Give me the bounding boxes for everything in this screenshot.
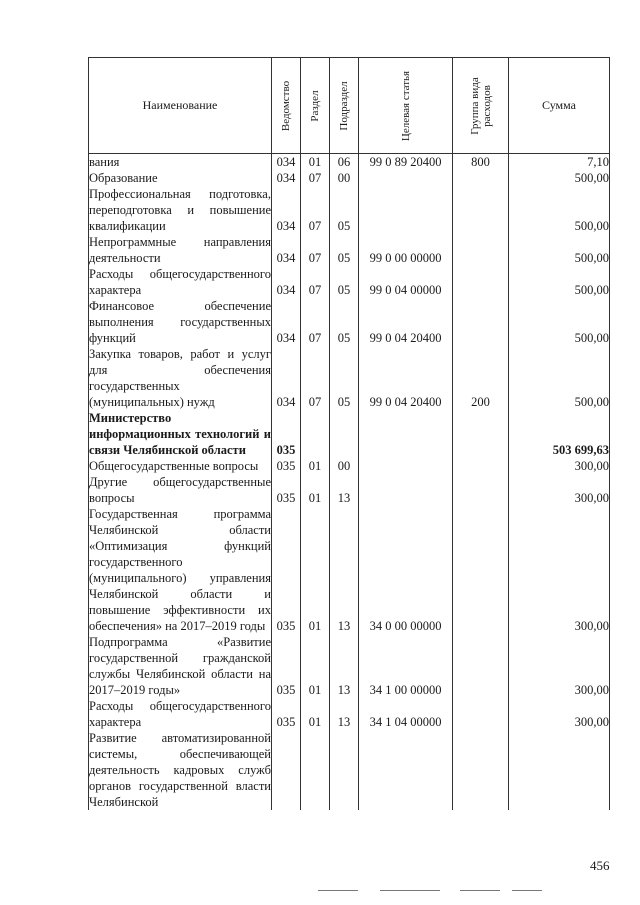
row-name: Закупка товаров, работ и услуг для обеспечения государственных (муниципальных) нужд xyxy=(89,347,271,409)
row-subsection: 05 xyxy=(330,234,359,266)
row-department: 034 xyxy=(272,266,301,298)
row-target-article xyxy=(359,730,453,810)
row-target-article xyxy=(359,458,453,474)
table-row xyxy=(89,266,610,298)
row-section: 01 xyxy=(301,634,330,698)
table-row xyxy=(89,346,610,410)
table-row xyxy=(89,298,610,346)
row-sum: 500,00 xyxy=(509,186,610,234)
row-section xyxy=(301,730,330,810)
row-section: 01 xyxy=(301,154,330,171)
header-department-label: Ведомство xyxy=(280,80,292,131)
row-department: 035 xyxy=(272,458,301,474)
row-target-article xyxy=(359,170,453,186)
page-number: 456 xyxy=(590,858,610,873)
table-row xyxy=(89,506,610,634)
row-expense-group xyxy=(453,298,509,346)
row-name: Другие общегосударственные вопросы xyxy=(89,475,271,505)
footer-rule xyxy=(318,890,358,891)
row-expense-group xyxy=(453,458,509,474)
row-expense-group xyxy=(453,410,509,458)
row-target-article: 99 0 89 20400 xyxy=(359,154,453,171)
row-section: 07 xyxy=(301,298,330,346)
row-expense-group: 200 xyxy=(453,346,509,410)
row-department: 035 xyxy=(272,474,301,506)
header-department xyxy=(272,58,301,154)
row-department: 034 xyxy=(272,154,301,171)
row-expense-group xyxy=(453,634,509,698)
row-sum: 503 699,63 xyxy=(509,410,610,458)
row-subsection xyxy=(330,730,359,810)
row-department: 034 xyxy=(272,186,301,234)
row-department: 035 xyxy=(272,506,301,634)
row-expense-group xyxy=(453,698,509,730)
table-header xyxy=(89,58,610,154)
table-row xyxy=(89,698,610,730)
header-expense-group-label: Группа вида расходов xyxy=(468,76,493,135)
row-subsection: 00 xyxy=(330,170,359,186)
row-name: Образование xyxy=(89,170,272,186)
row-target-article: 99 0 04 00000 xyxy=(359,266,453,298)
header-sum: Сумма xyxy=(509,58,610,154)
row-sum: 500,00 xyxy=(509,346,610,410)
table-row xyxy=(89,730,610,810)
header-target-article-label: Целевая статья xyxy=(399,70,412,141)
header-subsection xyxy=(330,58,359,154)
row-department xyxy=(272,730,301,810)
table-row xyxy=(89,186,610,234)
row-target-article xyxy=(359,474,453,506)
row-sum: 300,00 xyxy=(509,634,610,698)
row-sum: 300,00 xyxy=(509,458,610,474)
row-name: Непрограммные направления деятельности xyxy=(89,235,271,265)
header-expense-group xyxy=(453,58,509,154)
table-row xyxy=(89,410,610,458)
row-sum: 300,00 xyxy=(509,506,610,634)
row-expense-group xyxy=(453,474,509,506)
row-target-article: 99 0 00 00000 xyxy=(359,234,453,266)
row-sum: 300,00 xyxy=(509,698,610,730)
header-section-label: Раздел xyxy=(309,89,321,122)
row-expense-group xyxy=(453,234,509,266)
row-sum: 500,00 xyxy=(509,234,610,266)
row-department: 035 xyxy=(272,634,301,698)
row-subsection: 13 xyxy=(330,634,359,698)
row-subsection: 06 xyxy=(330,154,359,171)
row-department: 035 xyxy=(272,698,301,730)
row-name: Государственная программа Челябинской области «Оптимизация функций государственного (муниципального) управления Челябинской области и повышение эффективности их обеспечения» на 2017–2019 годы xyxy=(89,507,271,633)
row-sum: 7,10 xyxy=(509,154,610,171)
row-expense-group xyxy=(453,506,509,634)
row-section: 01 xyxy=(301,474,330,506)
footer-rule xyxy=(380,890,440,891)
row-target-article xyxy=(359,410,453,458)
header-subsection-label: Подраздел xyxy=(338,80,350,131)
row-section: 01 xyxy=(301,506,330,634)
row-subsection: 05 xyxy=(330,346,359,410)
row-name: Подпрограмма «Развитие государственной гражданской службы Челябинской области на 2017–2019 годы» xyxy=(89,635,271,697)
table-row xyxy=(89,170,610,186)
row-subsection: 05 xyxy=(330,186,359,234)
table-row xyxy=(89,634,610,698)
row-name: Общегосударственные вопросы xyxy=(89,458,272,474)
row-expense-group xyxy=(453,266,509,298)
row-subsection: 05 xyxy=(330,298,359,346)
row-target-article xyxy=(359,186,453,234)
row-expense-group xyxy=(453,186,509,234)
row-name: Расходы общегосударственного характера xyxy=(89,699,271,729)
row-section: 07 xyxy=(301,170,330,186)
row-expense-group xyxy=(453,170,509,186)
row-expense-group: 800 xyxy=(453,154,509,171)
row-section: 01 xyxy=(301,458,330,474)
row-sum: 500,00 xyxy=(509,298,610,346)
row-section: 07 xyxy=(301,234,330,266)
row-sum: 300,00 xyxy=(509,474,610,506)
table-body xyxy=(89,154,610,811)
row-section: 07 xyxy=(301,346,330,410)
row-name: Финансовое обеспечение выполнения государственных функций xyxy=(89,299,271,345)
table-row xyxy=(89,458,610,474)
row-sum: 500,00 xyxy=(509,170,610,186)
table-row xyxy=(89,474,610,506)
row-section: 07 xyxy=(301,266,330,298)
row-section: 07 xyxy=(301,186,330,234)
row-name: Профессиональная подготовка, переподготовка и повышение квалификации xyxy=(89,187,271,233)
budget-table xyxy=(88,57,610,810)
row-name: вания xyxy=(89,154,272,171)
header-target-article xyxy=(359,58,453,154)
row-subsection: 13 xyxy=(330,474,359,506)
row-subsection: 05 xyxy=(330,266,359,298)
row-sum xyxy=(509,730,610,810)
row-target-article: 34 1 04 00000 xyxy=(359,698,453,730)
row-expense-group xyxy=(453,730,509,810)
row-name: Развитие автоматизированной системы, обеспечивающей деятельность кадровых служб органов государственной власти Челябинской xyxy=(89,731,271,809)
row-department: 034 xyxy=(272,298,301,346)
row-section xyxy=(301,410,330,458)
footer-rule xyxy=(512,890,542,891)
footer-rule xyxy=(460,890,500,891)
row-department: 034 xyxy=(272,234,301,266)
row-target-article: 34 0 00 00000 xyxy=(359,506,453,634)
row-target-article: 99 0 04 20400 xyxy=(359,346,453,410)
table-row xyxy=(89,154,610,171)
row-subsection: 13 xyxy=(330,506,359,634)
row-name: Расходы общегосударственного характера xyxy=(89,267,271,297)
row-department: 034 xyxy=(272,170,301,186)
row-subsection: 13 xyxy=(330,698,359,730)
row-name: Министерство информационных технологий и связи Челябинской области xyxy=(89,411,271,457)
row-target-article: 34 1 00 00000 xyxy=(359,634,453,698)
row-target-article: 99 0 04 20400 xyxy=(359,298,453,346)
header-section xyxy=(301,58,330,154)
table-row xyxy=(89,234,610,266)
row-subsection xyxy=(330,410,359,458)
row-department: 034 xyxy=(272,346,301,410)
row-section: 01 xyxy=(301,698,330,730)
row-department: 035 xyxy=(272,410,301,458)
header-name: Наименование xyxy=(89,58,272,154)
row-subsection: 00 xyxy=(330,458,359,474)
row-sum: 500,00 xyxy=(509,266,610,298)
